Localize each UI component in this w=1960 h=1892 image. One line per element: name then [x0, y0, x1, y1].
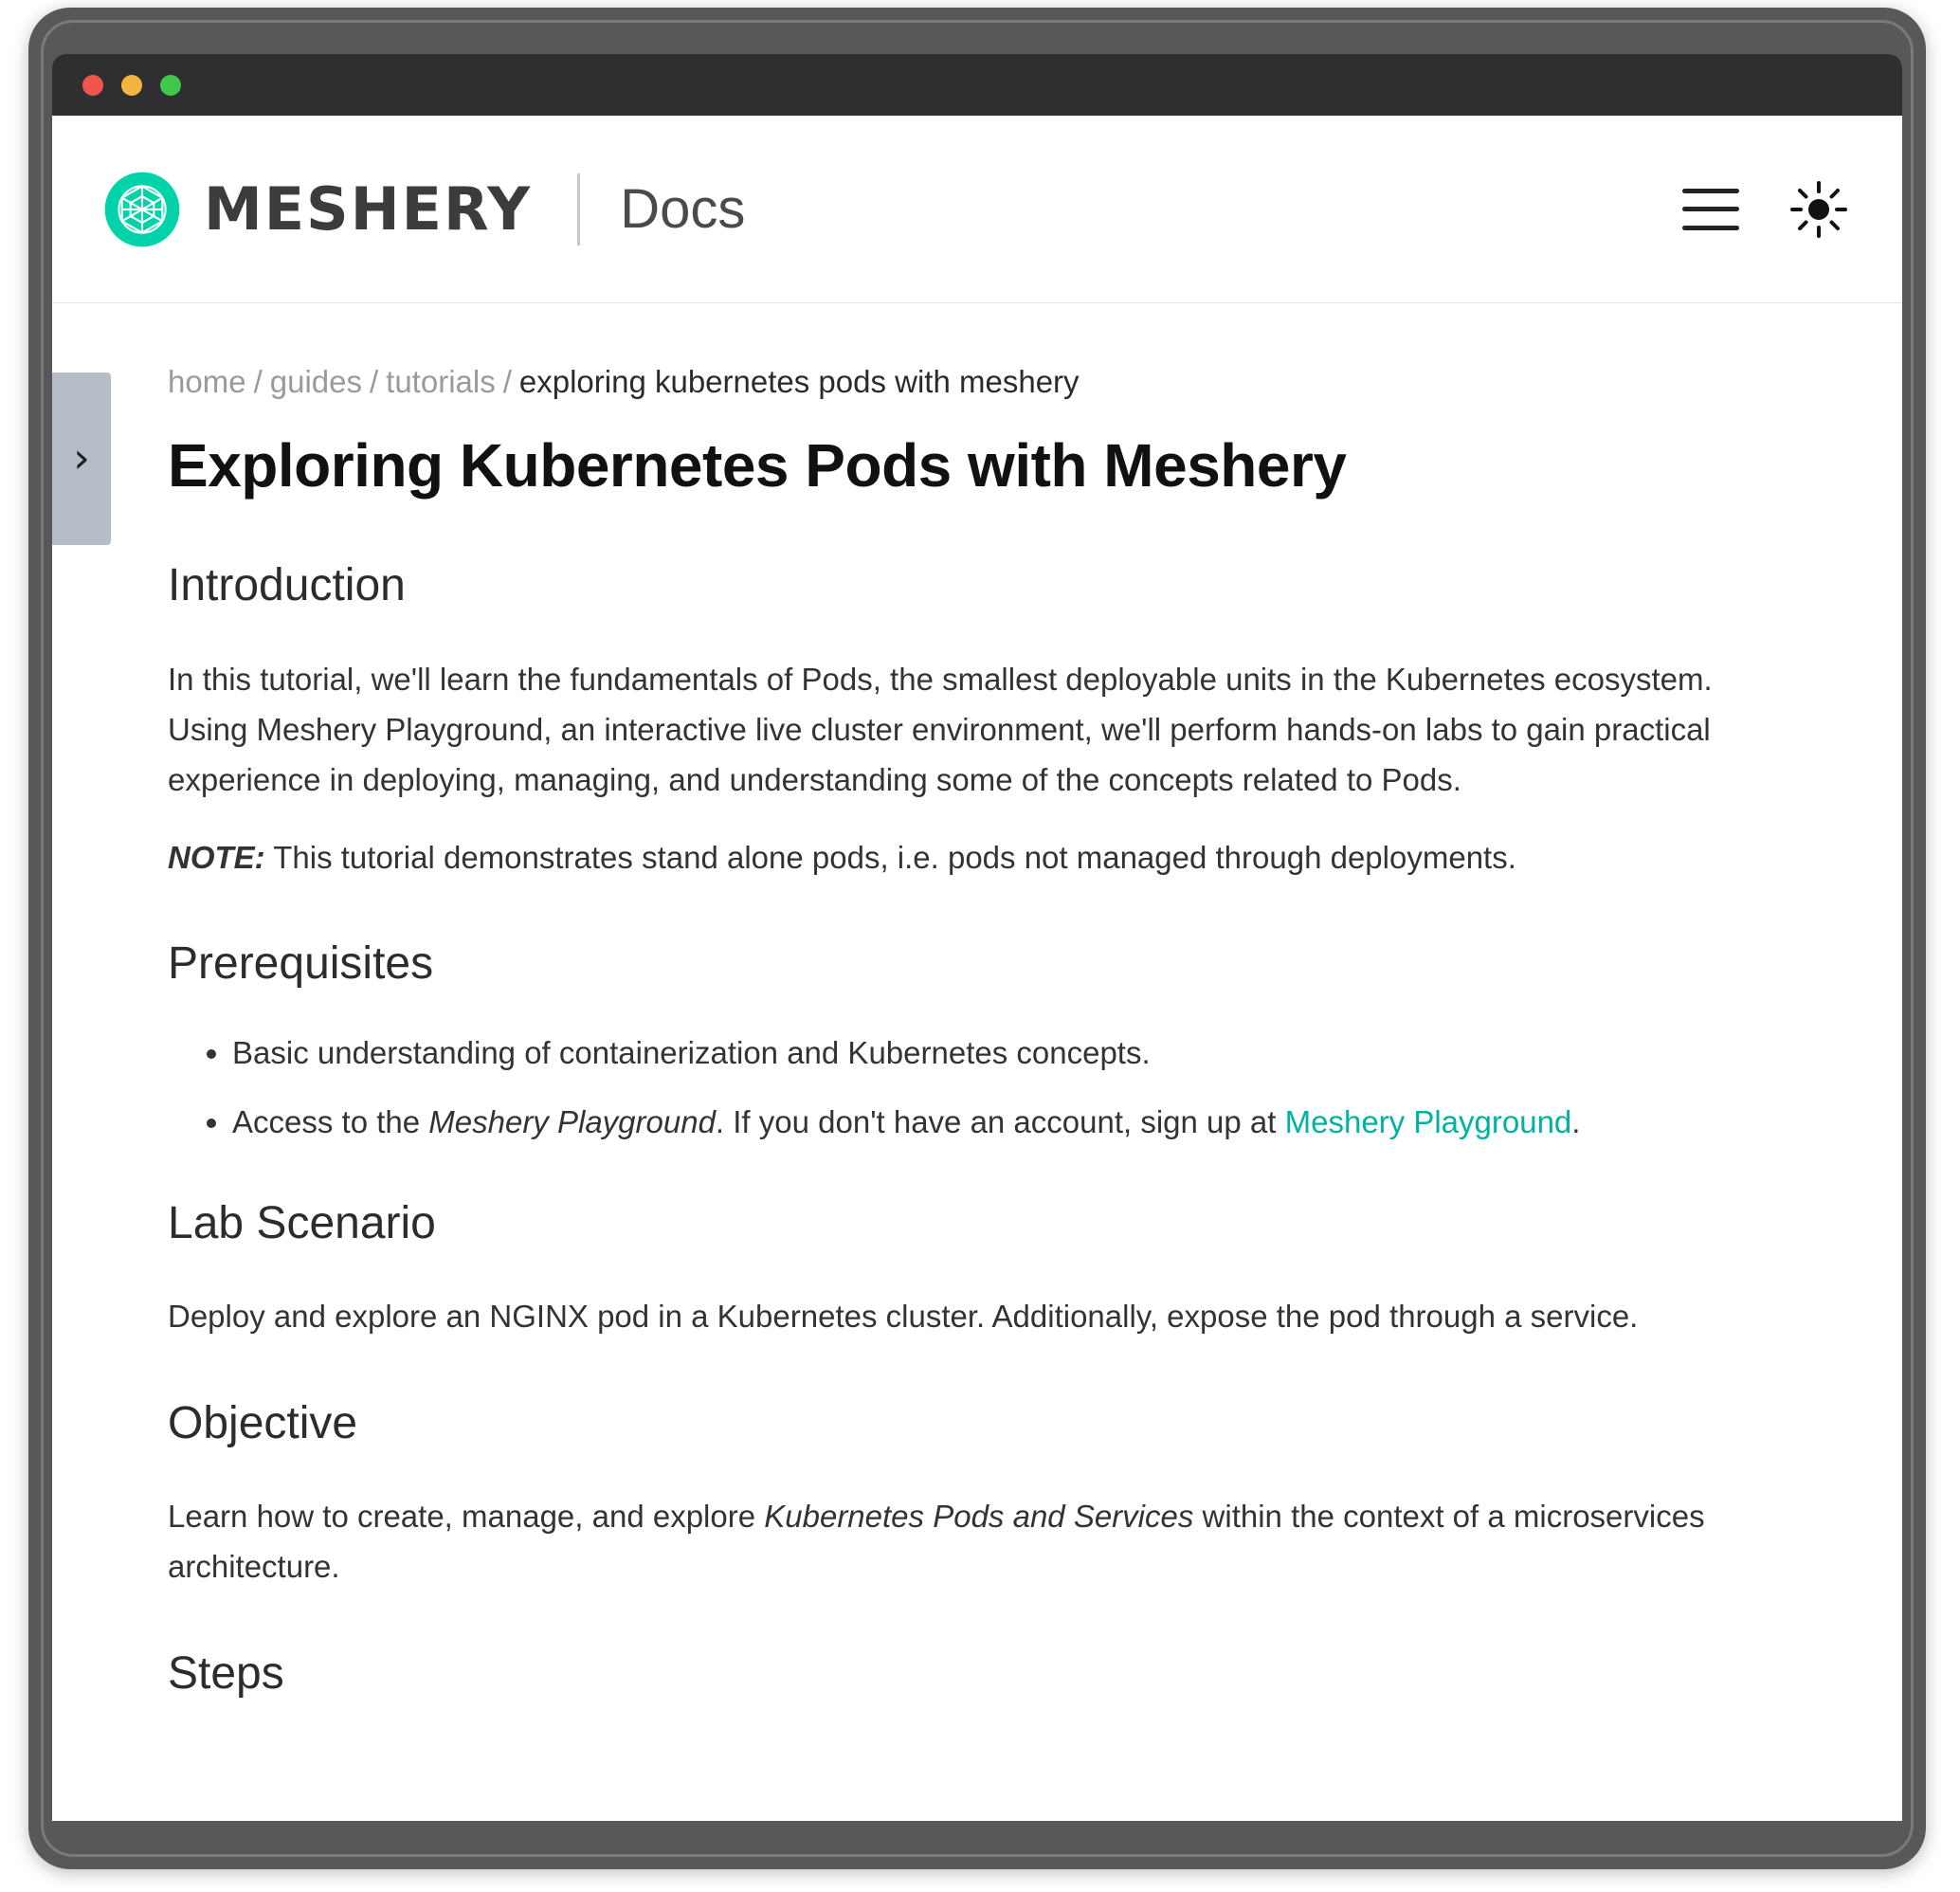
sidebar-toggle-button[interactable] — [52, 373, 111, 545]
objective-emphasis: Kubernetes Pods and Services — [764, 1498, 1194, 1534]
content-area — [52, 303, 1902, 1821]
breadcrumb-item-current: exploring kubernetes pods with meshery — [518, 364, 1080, 399]
close-window-button[interactable] — [82, 75, 103, 96]
hamburger-menu-icon[interactable] — [1682, 189, 1739, 230]
introduction-note — [168, 832, 1788, 882]
header-actions — [1682, 179, 1849, 240]
objective-suffix: within the context of a microservices architecture. — [168, 1498, 1705, 1585]
meshery-playground-link[interactable]: Meshery Playground — [1284, 1103, 1572, 1139]
browser-window — [52, 54, 1902, 1821]
section-heading-objective: Objective — [168, 1397, 358, 1448]
sun-icon[interactable] — [1788, 179, 1849, 240]
breadcrumb-separator: / — [253, 364, 263, 399]
note-label: NOTE: — [168, 839, 265, 875]
maximize-window-button[interactable] — [160, 75, 181, 96]
breadcrumb-separator: / — [369, 364, 379, 399]
prerequisite-suffix: . — [1571, 1103, 1581, 1139]
list-item — [232, 1028, 1788, 1077]
window-titlebar — [52, 54, 1902, 116]
breadcrumb — [168, 364, 1788, 400]
site-header — [52, 116, 1902, 303]
prerequisite-prefix: Access to the — [232, 1103, 429, 1139]
prerequisite-middle: . If you don't have an account, sign up at — [715, 1103, 1285, 1139]
section-heading-steps: Steps — [168, 1647, 284, 1699]
doc-body — [52, 303, 1902, 1700]
breadcrumb-separator: / — [502, 364, 512, 399]
prerequisite-text-1: Basic understanding of containerization and Kubernetes concepts. — [232, 1034, 1151, 1070]
section-heading-lab-scenario: Lab Scenario — [168, 1197, 436, 1248]
breadcrumb-item-guides[interactable]: guides — [269, 364, 362, 399]
minimize-window-button[interactable] — [121, 75, 142, 96]
note-text: This tutorial demonstrates stand alone pods, i.e. pods not managed through deployments. — [264, 839, 1516, 875]
prerequisite-emphasis: Meshery Playground — [428, 1103, 716, 1139]
section-heading-introduction: Introduction — [168, 560, 406, 611]
objective-paragraph — [168, 1491, 1788, 1592]
chevron-right-icon: › — [73, 434, 90, 482]
objective-prefix: Learn how to create, manage, and explore — [168, 1498, 765, 1534]
lab-scenario-paragraph: Deploy and explore an NGINX pod in a Kubernetes cluster. Additionally, expose the pod through a service. — [168, 1299, 1639, 1335]
device-frame — [28, 8, 1926, 1869]
introduction-paragraph: In this tutorial, we'll learn the fundamentals of Pods, the smallest deployable units in the Kubernetes ecosystem. Using Meshery Playground, an interactive live cluster environment, we'll perform hands-on labs to gain practical experience in deploying, managing, and understanding some of the concepts related to Pods. — [168, 661, 1713, 798]
breadcrumb-item-tutorials[interactable]: tutorials — [386, 364, 496, 399]
brand[interactable] — [103, 171, 532, 248]
brand-name: MESHERY — [204, 173, 533, 244]
list-item — [232, 1098, 1788, 1146]
prerequisites-list — [168, 1028, 1788, 1146]
page-title: Exploring Kubernetes Pods with Meshery — [168, 431, 1347, 500]
section-heading-prerequisites: Prerequisites — [168, 938, 434, 990]
meshery-logo-icon — [103, 171, 181, 248]
header-divider — [577, 173, 580, 246]
docs-label: Docs — [620, 177, 746, 240]
breadcrumb-item-home[interactable]: home — [168, 364, 246, 399]
